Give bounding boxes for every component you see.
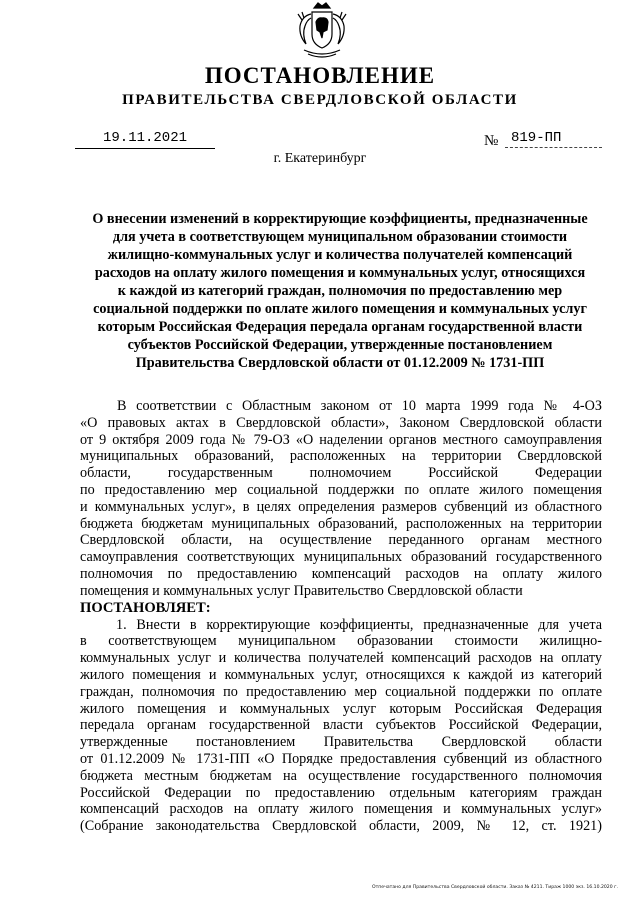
body-line: от 01.12.2009 № 1731-ПП «О Порядке предоставления субвенций из областного (80, 750, 602, 767)
heading-line: расходов на оплату жилого помещения и коммунальных услуг, относящихся (94, 265, 586, 281)
document-body (80, 398, 602, 835)
body-line: Российской Федерации по предоставлению отдельным категориям граждан (80, 784, 602, 801)
decree-word: ПОСТАНОВЛЯЕТ: (80, 599, 211, 616)
decree-number: 819-ПП (505, 130, 602, 148)
body-line: бюджета бюджетам муниципальных образований, расположенных на территории (80, 515, 602, 532)
body-line: компенсаций расходов на оплату жилого помещения и коммунальных услуг» (80, 801, 602, 818)
number-sign: № (484, 133, 499, 149)
print-footer: Отпечатано для Правительства Свердловской области. Заказ № 4211. Тираж 1000 экз. 16.10.2020 г. (372, 885, 618, 890)
body-line: области, государственным полномочием Российской Федерации (80, 465, 602, 482)
body-line: коммунальных услуг и количества получателей компенсаций расходов на оплату (80, 650, 602, 667)
body-line: передала органам государственной власти субъектов Российской Федерации, (80, 717, 602, 734)
document-type-title: ПОСТАНОВЛЕНИЕ (204, 63, 436, 88)
coat-of-arms-icon (292, 0, 352, 62)
body-line: в соответствующем муниципальном образовании стоимости жилищно- (80, 633, 602, 650)
body-line: от 9 октября 2009 года № 79-ОЗ «О наделении органов местного самоуправления (80, 431, 602, 448)
body-line: бюджета местным бюджетам на осуществление государственного полномочия (80, 767, 602, 784)
body-line: жилого помещения и коммунальных услуг которым Российская Федерация (80, 700, 602, 717)
heading-line: субъектов Российской Федерации, утвержденные постановлением (127, 337, 553, 353)
city-line: г. Екатеринбург (273, 151, 367, 166)
decree-date: 19.11.2021 (75, 130, 215, 149)
body-line: граждан, полномочия по предоставлению мер социальной поддержки по оплате (80, 683, 602, 700)
heading-line: социальной поддержки по оплате жилого помещения и коммунальных услуг (93, 301, 587, 317)
heading-line: которым Российская Федерация передала органам государственной власти (97, 319, 583, 335)
heading-line: Правительства Свердловской области от 01.12.2009 № 1731-ПП (135, 355, 545, 371)
body-line: В соответствии с Областным законом от 10 марта 1999 года № 4-ОЗ (117, 398, 602, 414)
body-line: самоуправления соответствующих муниципальных образований государственного (80, 549, 602, 566)
body-line: жилого помещения и коммунальных услуг, относящихся к каждой из категорий (80, 666, 602, 683)
heading-line: к каждой из категорий граждан, полномочия по предоставлению мер (117, 283, 563, 299)
body-line: утвержденные постановлением Правительства Свердловской области (80, 734, 602, 751)
body-line: по предоставлению мер социальной поддержки по оплате жилого помещения (80, 481, 602, 498)
body-line: 1. Внести в корректирующие коэффициенты, предназначенные для учета (116, 616, 602, 633)
heading-line: для учета в соответствующем муниципальном образовании стоимости (112, 229, 568, 245)
decree-heading (80, 210, 600, 372)
body-line: (Собрание законодательства Свердловской области, 2009, № 12, ст. 1921) (80, 818, 602, 835)
body-line: муниципальных образований, расположенных на территории Свердловской (80, 448, 602, 465)
body-line: полномочия по предоставлению компенсаций расходов на оплату жилого (80, 565, 602, 582)
body-line: помещения и коммунальных услуг Правительство Свердловской области (80, 582, 523, 599)
issuer-title: ПРАВИТЕЛЬСТВА СВЕРДЛОВСКОЙ ОБЛАСТИ (122, 92, 518, 108)
body-line: Свердловской области, на осуществление переданного органам местного (80, 532, 602, 549)
body-line: «О правовых актах в Свердловской области», Законом Свердловской области (80, 414, 602, 431)
heading-line: О внесении изменений в корректирующие коэффициенты, предназначенные (92, 211, 588, 227)
heading-line: жилищно-коммунальных услуг и количества получателей компенсаций (107, 247, 573, 263)
body-line: и коммунальных услуг», в целях определения размеров субвенций из областного (80, 498, 602, 515)
